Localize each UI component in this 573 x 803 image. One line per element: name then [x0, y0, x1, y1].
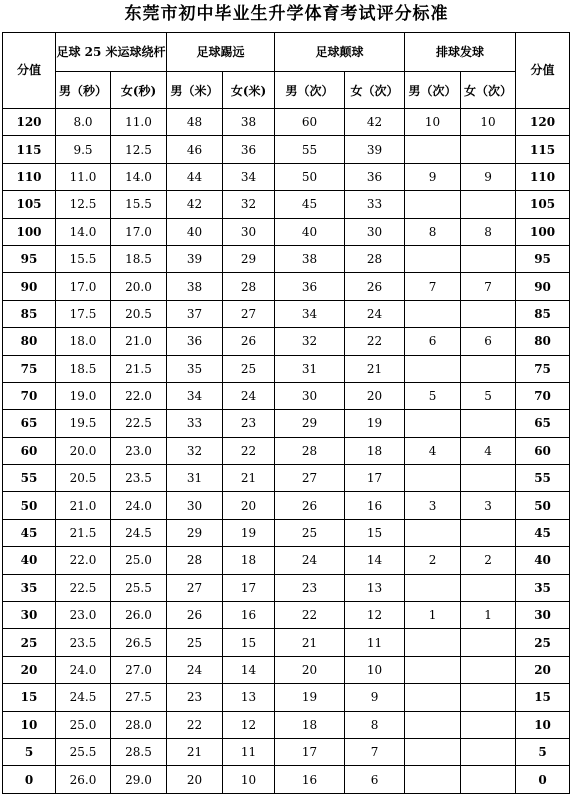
dribble-male-cell: 25.0	[56, 711, 111, 738]
volley-female-cell	[461, 245, 516, 272]
kick-female-cell: 14	[223, 656, 275, 683]
volley-male-cell: 9	[405, 163, 461, 190]
score-cell: 60	[3, 437, 56, 464]
kick-female-cell: 38	[223, 109, 275, 136]
volley-female-cell: 7	[461, 273, 516, 300]
juggle-male-cell: 18	[275, 711, 345, 738]
juggle-female-cell: 39	[345, 136, 405, 163]
score-cell: 45	[3, 519, 56, 546]
score-right-cell: 30	[516, 602, 570, 629]
juggle-male-cell: 23	[275, 574, 345, 601]
score-cell: 40	[3, 547, 56, 574]
kick-female-cell: 27	[223, 300, 275, 327]
juggle-male-cell: 34	[275, 300, 345, 327]
score-cell: 95	[3, 245, 56, 272]
juggle-male-cell: 38	[275, 245, 345, 272]
volley-female-cell: 10	[461, 109, 516, 136]
score-cell: 105	[3, 191, 56, 218]
score-cell: 30	[3, 602, 56, 629]
table-row	[3, 273, 570, 300]
dribble-male-cell: 24.5	[56, 684, 111, 711]
score-right-cell: 20	[516, 656, 570, 683]
kick-male-cell: 30	[167, 492, 223, 519]
kick-female-cell: 28	[223, 273, 275, 300]
volley-female-cell: 8	[461, 218, 516, 245]
score-right-cell: 15	[516, 684, 570, 711]
table-row	[3, 355, 570, 382]
score-cell: 85	[3, 300, 56, 327]
dribble-female-cell: 24.5	[111, 519, 167, 546]
volley-female-cell: 3	[461, 492, 516, 519]
kick-female-cell: 10	[223, 766, 275, 793]
volley-female-cell	[461, 738, 516, 765]
juggle-female-cell: 42	[345, 109, 405, 136]
volley-female-cell	[461, 684, 516, 711]
juggle-female-cell: 20	[345, 382, 405, 409]
juggle-female-cell: 21	[345, 355, 405, 382]
kick-female-cell: 29	[223, 245, 275, 272]
score-cell: 70	[3, 382, 56, 409]
volley-male-cell: 6	[405, 328, 461, 355]
dribble-male-cell: 22.5	[56, 574, 111, 601]
kick-female-cell: 22	[223, 437, 275, 464]
dribble-male-cell: 23.0	[56, 602, 111, 629]
score-cell: 110	[3, 163, 56, 190]
subheader-dribble-male: 男（秒）	[56, 72, 111, 109]
kick-male-cell: 22	[167, 711, 223, 738]
dribble-male-cell: 22.0	[56, 547, 111, 574]
juggle-female-cell: 10	[345, 656, 405, 683]
table-row	[3, 574, 570, 601]
score-right-cell: 110	[516, 163, 570, 190]
kick-female-cell: 25	[223, 355, 275, 382]
juggle-male-cell: 29	[275, 410, 345, 437]
dribble-male-cell: 20.5	[56, 465, 111, 492]
dribble-female-cell: 24.0	[111, 492, 167, 519]
volley-female-cell	[461, 300, 516, 327]
score-right-cell: 60	[516, 437, 570, 464]
volley-female-cell: 1	[461, 602, 516, 629]
score-right-cell: 5	[516, 738, 570, 765]
kick-male-cell: 39	[167, 245, 223, 272]
volley-male-cell	[405, 738, 461, 765]
volley-male-cell	[405, 136, 461, 163]
juggle-female-cell: 26	[345, 273, 405, 300]
juggle-male-cell: 31	[275, 355, 345, 382]
kick-female-cell: 18	[223, 547, 275, 574]
kick-male-cell: 27	[167, 574, 223, 601]
score-right-cell: 95	[516, 245, 570, 272]
dribble-female-cell: 21.5	[111, 355, 167, 382]
kick-female-cell: 13	[223, 684, 275, 711]
kick-male-cell: 36	[167, 328, 223, 355]
juggle-male-cell: 32	[275, 328, 345, 355]
kick-male-cell: 21	[167, 738, 223, 765]
subheader-kick-female: 女(米)	[223, 72, 275, 109]
score-cell: 15	[3, 684, 56, 711]
juggle-male-cell: 28	[275, 437, 345, 464]
juggle-male-cell: 17	[275, 738, 345, 765]
score-right-cell: 55	[516, 465, 570, 492]
dribble-male-cell: 21.0	[56, 492, 111, 519]
table-row	[3, 492, 570, 519]
juggle-female-cell: 17	[345, 465, 405, 492]
juggle-female-cell: 9	[345, 684, 405, 711]
score-right-cell: 10	[516, 711, 570, 738]
juggle-female-cell: 16	[345, 492, 405, 519]
subheader-dribble-female: 女(秒)	[111, 72, 167, 109]
kick-male-cell: 34	[167, 382, 223, 409]
score-cell: 0	[3, 766, 56, 793]
kick-male-cell: 35	[167, 355, 223, 382]
volley-female-cell: 2	[461, 547, 516, 574]
score-cell: 120	[3, 109, 56, 136]
juggle-male-cell: 27	[275, 465, 345, 492]
dribble-male-cell: 11.0	[56, 163, 111, 190]
volley-female-cell	[461, 711, 516, 738]
dribble-female-cell: 15.5	[111, 191, 167, 218]
dribble-female-cell: 27.5	[111, 684, 167, 711]
juggle-male-cell: 22	[275, 602, 345, 629]
dribble-male-cell: 24.0	[56, 656, 111, 683]
subheader-kick-male: 男（米）	[167, 72, 223, 109]
kick-male-cell: 20	[167, 766, 223, 793]
score-right-cell: 70	[516, 382, 570, 409]
kick-male-cell: 44	[167, 163, 223, 190]
score-cell: 115	[3, 136, 56, 163]
volley-female-cell	[461, 136, 516, 163]
score-cell: 10	[3, 711, 56, 738]
dribble-female-cell: 25.5	[111, 574, 167, 601]
dribble-female-cell: 22.5	[111, 410, 167, 437]
kick-female-cell: 23	[223, 410, 275, 437]
dribble-female-cell: 21.0	[111, 328, 167, 355]
dribble-male-cell: 23.5	[56, 629, 111, 656]
kick-male-cell: 26	[167, 602, 223, 629]
volley-male-cell	[405, 574, 461, 601]
volley-male-cell: 8	[405, 218, 461, 245]
juggle-male-cell: 30	[275, 382, 345, 409]
table-row	[3, 191, 570, 218]
dribble-male-cell: 19.5	[56, 410, 111, 437]
kick-female-cell: 19	[223, 519, 275, 546]
dribble-male-cell: 20.0	[56, 437, 111, 464]
juggle-female-cell: 18	[345, 437, 405, 464]
score-cell: 75	[3, 355, 56, 382]
kick-male-cell: 31	[167, 465, 223, 492]
volley-male-cell	[405, 684, 461, 711]
kick-male-cell: 24	[167, 656, 223, 683]
kick-female-cell: 15	[223, 629, 275, 656]
juggle-male-cell: 20	[275, 656, 345, 683]
kick-male-cell: 42	[167, 191, 223, 218]
score-cell: 80	[3, 328, 56, 355]
table-row	[3, 519, 570, 546]
juggle-female-cell: 7	[345, 738, 405, 765]
juggle-female-cell: 19	[345, 410, 405, 437]
volley-male-cell: 10	[405, 109, 461, 136]
kick-male-cell: 25	[167, 629, 223, 656]
juggle-female-cell: 6	[345, 766, 405, 793]
kick-male-cell: 38	[167, 273, 223, 300]
table-row	[3, 437, 570, 464]
kick-female-cell: 11	[223, 738, 275, 765]
dribble-female-cell: 12.5	[111, 136, 167, 163]
table-row	[3, 711, 570, 738]
header-dribble: 足球 25 米运球绕杆	[56, 33, 167, 72]
juggle-female-cell: 36	[345, 163, 405, 190]
dribble-male-cell: 8.0	[56, 109, 111, 136]
header-volley: 排球发球	[405, 33, 516, 72]
score-cell: 5	[3, 738, 56, 765]
kick-female-cell: 12	[223, 711, 275, 738]
juggle-male-cell: 40	[275, 218, 345, 245]
table-row	[3, 300, 570, 327]
volley-male-cell	[405, 711, 461, 738]
dribble-male-cell: 19.0	[56, 382, 111, 409]
juggle-male-cell: 21	[275, 629, 345, 656]
juggle-female-cell: 15	[345, 519, 405, 546]
kick-female-cell: 32	[223, 191, 275, 218]
dribble-female-cell: 26.0	[111, 602, 167, 629]
volley-male-cell	[405, 629, 461, 656]
kick-female-cell: 20	[223, 492, 275, 519]
volley-male-cell	[405, 465, 461, 492]
volley-male-cell	[405, 656, 461, 683]
kick-male-cell: 28	[167, 547, 223, 574]
table-row	[3, 602, 570, 629]
score-cell: 90	[3, 273, 56, 300]
juggle-female-cell: 13	[345, 574, 405, 601]
juggle-female-cell: 8	[345, 711, 405, 738]
kick-female-cell: 26	[223, 328, 275, 355]
score-right-cell: 50	[516, 492, 570, 519]
juggle-male-cell: 25	[275, 519, 345, 546]
score-right-cell: 45	[516, 519, 570, 546]
table-row	[3, 136, 570, 163]
volley-female-cell: 4	[461, 437, 516, 464]
table-row	[3, 245, 570, 272]
score-right-cell: 0	[516, 766, 570, 793]
dribble-female-cell: 18.5	[111, 245, 167, 272]
kick-male-cell: 48	[167, 109, 223, 136]
volley-male-cell	[405, 766, 461, 793]
kick-female-cell: 36	[223, 136, 275, 163]
dribble-female-cell: 23.5	[111, 465, 167, 492]
kick-male-cell: 32	[167, 437, 223, 464]
volley-female-cell: 6	[461, 328, 516, 355]
score-right-cell: 25	[516, 629, 570, 656]
page-title: 东莞市初中毕业生升学体育考试评分标准	[124, 4, 449, 24]
kick-female-cell: 24	[223, 382, 275, 409]
volley-female-cell	[461, 191, 516, 218]
score-right-cell: 35	[516, 574, 570, 601]
dribble-female-cell: 28.5	[111, 738, 167, 765]
volley-male-cell	[405, 410, 461, 437]
volley-female-cell	[461, 465, 516, 492]
dribble-female-cell: 14.0	[111, 163, 167, 190]
table-row	[3, 656, 570, 683]
subheader-volley-male: 男（次）	[405, 72, 461, 109]
dribble-male-cell: 14.0	[56, 218, 111, 245]
score-right-cell: 80	[516, 328, 570, 355]
dribble-female-cell: 17.0	[111, 218, 167, 245]
score-right-cell: 75	[516, 355, 570, 382]
volley-male-cell: 4	[405, 437, 461, 464]
volley-female-cell	[461, 766, 516, 793]
juggle-female-cell: 12	[345, 602, 405, 629]
juggle-male-cell: 16	[275, 766, 345, 793]
juggle-female-cell: 22	[345, 328, 405, 355]
dribble-female-cell: 27.0	[111, 656, 167, 683]
volley-male-cell	[405, 519, 461, 546]
table-row	[3, 410, 570, 437]
score-cell: 25	[3, 629, 56, 656]
score-right-cell: 120	[516, 109, 570, 136]
dribble-male-cell: 26.0	[56, 766, 111, 793]
juggle-female-cell: 11	[345, 629, 405, 656]
volley-female-cell	[461, 629, 516, 656]
score-right-cell: 40	[516, 547, 570, 574]
table-row	[3, 328, 570, 355]
volley-female-cell	[461, 656, 516, 683]
score-cell: 35	[3, 574, 56, 601]
volley-male-cell: 2	[405, 547, 461, 574]
score-cell: 50	[3, 492, 56, 519]
dribble-male-cell: 12.5	[56, 191, 111, 218]
juggle-male-cell: 24	[275, 547, 345, 574]
juggle-female-cell: 14	[345, 547, 405, 574]
dribble-female-cell: 20.0	[111, 273, 167, 300]
header-juggle: 足球颠球	[275, 33, 405, 72]
kick-female-cell: 21	[223, 465, 275, 492]
volley-male-cell: 5	[405, 382, 461, 409]
kick-female-cell: 17	[223, 574, 275, 601]
table-row	[3, 547, 570, 574]
table-row	[3, 738, 570, 765]
score-cell: 100	[3, 218, 56, 245]
volley-male-cell: 7	[405, 273, 461, 300]
score-right-cell: 65	[516, 410, 570, 437]
score-right-cell: 115	[516, 136, 570, 163]
juggle-female-cell: 30	[345, 218, 405, 245]
kick-female-cell: 30	[223, 218, 275, 245]
score-right-cell: 85	[516, 300, 570, 327]
table-row	[3, 465, 570, 492]
juggle-male-cell: 60	[275, 109, 345, 136]
table-row	[3, 629, 570, 656]
score-right-cell: 90	[516, 273, 570, 300]
score-cell: 65	[3, 410, 56, 437]
dribble-female-cell: 20.5	[111, 300, 167, 327]
score-cell: 55	[3, 465, 56, 492]
volley-male-cell	[405, 245, 461, 272]
dribble-male-cell: 18.0	[56, 328, 111, 355]
subheader-juggle-female: 女（次）	[345, 72, 405, 109]
volley-male-cell: 1	[405, 602, 461, 629]
subheader-juggle-male: 男（次）	[275, 72, 345, 109]
dribble-male-cell: 25.5	[56, 738, 111, 765]
volley-male-cell	[405, 355, 461, 382]
kick-male-cell: 37	[167, 300, 223, 327]
dribble-male-cell: 9.5	[56, 136, 111, 163]
juggle-male-cell: 55	[275, 136, 345, 163]
volley-female-cell	[461, 410, 516, 437]
dribble-female-cell: 23.0	[111, 437, 167, 464]
dribble-female-cell: 25.0	[111, 547, 167, 574]
juggle-male-cell: 19	[275, 684, 345, 711]
score-right-cell: 100	[516, 218, 570, 245]
volley-female-cell	[461, 355, 516, 382]
table-row	[3, 163, 570, 190]
kick-male-cell: 23	[167, 684, 223, 711]
juggle-female-cell: 28	[345, 245, 405, 272]
dribble-male-cell: 17.5	[56, 300, 111, 327]
score-right-cell: 105	[516, 191, 570, 218]
juggle-male-cell: 45	[275, 191, 345, 218]
table-row	[3, 218, 570, 245]
juggle-female-cell: 33	[345, 191, 405, 218]
header-score: 分值	[3, 33, 56, 109]
juggle-male-cell: 50	[275, 163, 345, 190]
table-row	[3, 109, 570, 136]
table-row	[3, 382, 570, 409]
volley-male-cell	[405, 300, 461, 327]
dribble-male-cell: 15.5	[56, 245, 111, 272]
juggle-female-cell: 24	[345, 300, 405, 327]
kick-male-cell: 46	[167, 136, 223, 163]
volley-female-cell	[461, 519, 516, 546]
kick-female-cell: 16	[223, 602, 275, 629]
kick-female-cell: 34	[223, 163, 275, 190]
kick-male-cell: 29	[167, 519, 223, 546]
header-score-right: 分值	[516, 33, 570, 109]
kick-male-cell: 40	[167, 218, 223, 245]
kick-male-cell: 33	[167, 410, 223, 437]
dribble-female-cell: 22.0	[111, 382, 167, 409]
volley-male-cell: 3	[405, 492, 461, 519]
dribble-female-cell: 11.0	[111, 109, 167, 136]
volley-female-cell: 9	[461, 163, 516, 190]
table-row	[3, 766, 570, 793]
volley-male-cell	[405, 191, 461, 218]
dribble-female-cell: 29.0	[111, 766, 167, 793]
juggle-male-cell: 26	[275, 492, 345, 519]
volley-female-cell: 5	[461, 382, 516, 409]
dribble-male-cell: 21.5	[56, 519, 111, 546]
dribble-female-cell: 28.0	[111, 711, 167, 738]
volley-female-cell	[461, 574, 516, 601]
dribble-male-cell: 17.0	[56, 273, 111, 300]
dribble-female-cell: 26.5	[111, 629, 167, 656]
score-cell: 20	[3, 656, 56, 683]
juggle-male-cell: 36	[275, 273, 345, 300]
header-kick: 足球踢远	[167, 33, 275, 72]
table-row	[3, 684, 570, 711]
scoring-table	[2, 32, 570, 794]
subheader-volley-female: 女（次）	[461, 72, 516, 109]
dribble-male-cell: 18.5	[56, 355, 111, 382]
